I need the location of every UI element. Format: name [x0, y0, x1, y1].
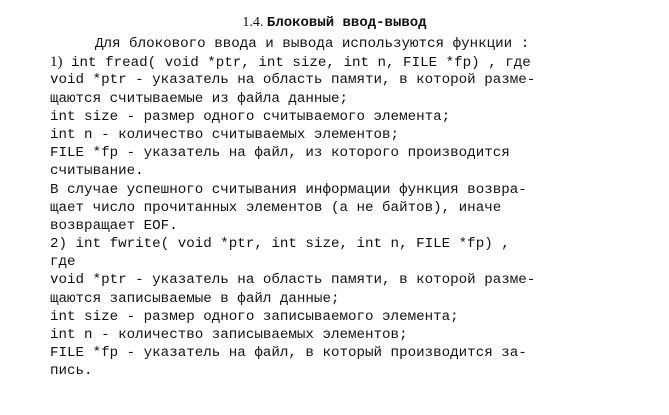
- fwrite-fp-line-2: пись.: [50, 363, 93, 380]
- fwrite-ptr-line-1: void *ptr - указатель на область памяти, в которой разме-: [50, 272, 536, 289]
- fread-fp-line-2: считывание.: [50, 163, 144, 180]
- fwrite-signature-line-1: 2) int fwrite( void *ptr, int size, int n, FILE *fp) ,: [50, 236, 510, 253]
- fread-ptr-line-1: void *ptr - указатель на область памяти, в которой разме-: [50, 72, 536, 89]
- fwrite-size-line: int size - размер одного записываемого элемента;: [50, 308, 459, 325]
- section-heading: [0, 14, 669, 32]
- fread-size-line: int size - размер одного считываемого элемента;: [50, 108, 451, 125]
- document-body: [50, 35, 650, 381]
- fread-signature: int fread( void *ptr, int size, int n, FILE *fp) , где: [62, 55, 531, 72]
- fread-return-line-1: В случае успешного считывания информации функция возвра-: [50, 181, 527, 198]
- fread-ptr-line-2: щаются считываемые из файла данные;: [50, 90, 348, 107]
- intro-line: Для блокового ввода и вывода используются функции :: [95, 36, 530, 52]
- section-number: 1.4.: [242, 15, 264, 30]
- fread-fp-line-1: FILE *fp - указатель на файл, из которого производится: [50, 145, 510, 162]
- fwrite-n-line: int n - количество записываемых элементов;: [50, 327, 408, 343]
- fwrite-signature-line-2: где: [50, 254, 76, 271]
- fread-signature-line: [50, 53, 650, 71]
- fwrite-fp-line-1: FILE *fp - указатель на файл, в который производится за-: [50, 345, 527, 362]
- fwrite-ptr-line-2: щаются записываемые в файл данные;: [50, 290, 340, 307]
- fread-return-line-3: возвращает EOF.: [50, 217, 178, 234]
- fread-n-line: int n - количество считываемых элементов;: [50, 126, 400, 143]
- fread-return-line-2: щает число прочитанных элементов (а не байтов), иначе: [50, 199, 502, 216]
- section-title: Блоковый ввод-вывод: [266, 15, 427, 31]
- fread-list-marker: 1): [50, 54, 63, 71]
